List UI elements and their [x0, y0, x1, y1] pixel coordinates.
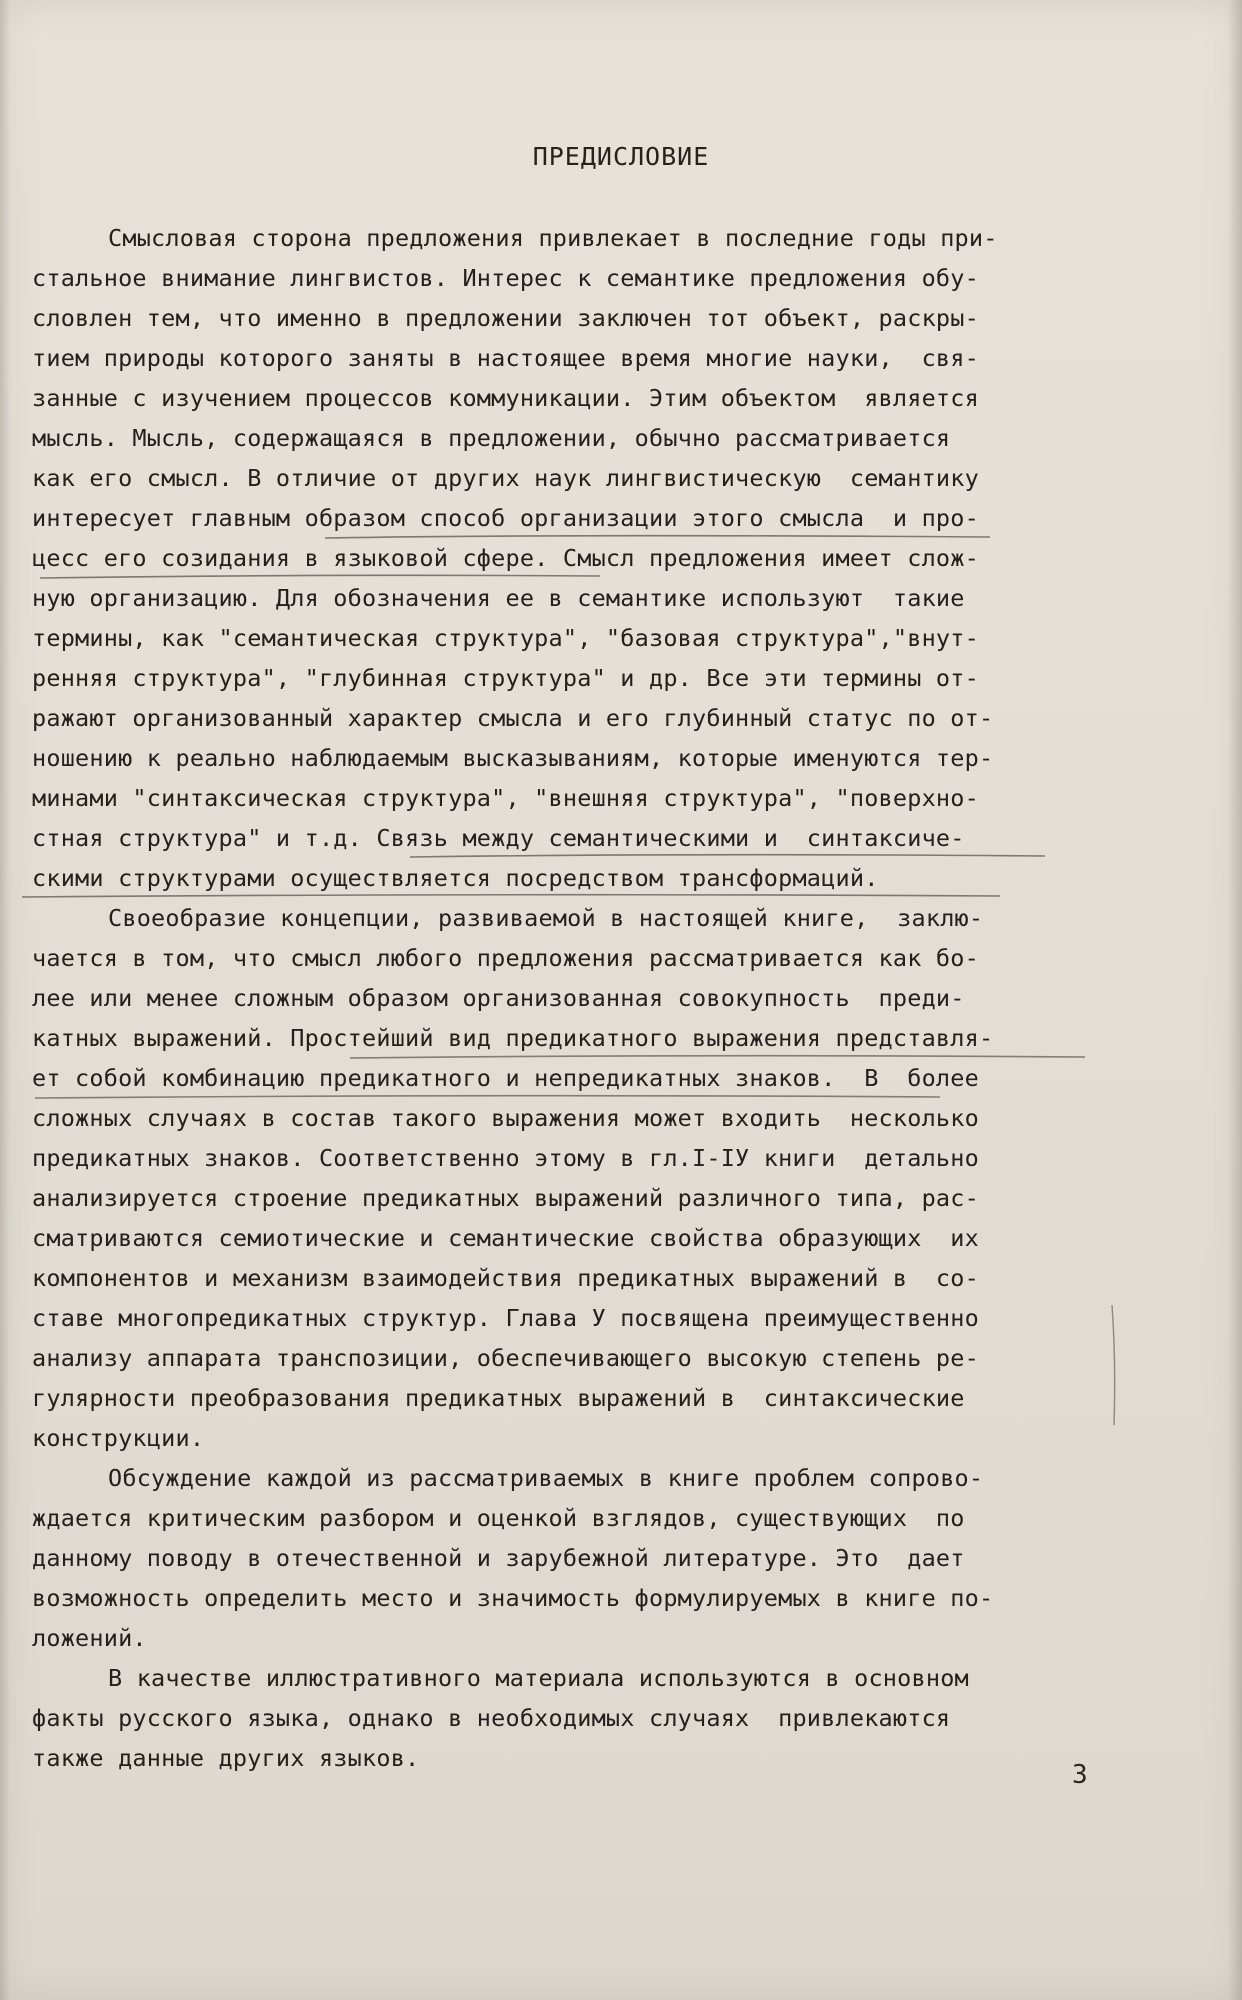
text-line: также данные других языков.	[32, 1744, 420, 1772]
text-line: конструкции.	[32, 1424, 205, 1452]
text-line: В качестве иллюстративного материала используются в основном	[108, 1664, 969, 1692]
text-line: сматриваются семиотические и семантические свойства образующих их	[32, 1224, 979, 1252]
text-line: гулярности преобразования предикатных выражений в синтаксические	[32, 1384, 965, 1412]
body-text	[32, 218, 1112, 1778]
text-line: ет собой комбинацию предикатного и непредикатных знаков. В более	[32, 1064, 979, 1092]
text-line: ждается критическим разбором и оценкой взглядов, существующих по	[32, 1504, 965, 1532]
text-line: ложений.	[32, 1624, 147, 1652]
text-line: Своеобразие концепции, развиваемой в настоящей книге, заклю-	[108, 904, 984, 932]
text-line: занные с изучением процессов коммуникации. Этим объектом является	[32, 384, 979, 412]
text-line: стальное внимание лингвистов. Интерес к семантике предложения обу-	[32, 264, 979, 292]
text-line: ношению к реально наблюдаемым высказываниям, которые именуются тер-	[32, 744, 994, 772]
page-title: ПРЕДИСЛОВИЕ	[532, 142, 710, 171]
text-line: факты русского языка, однако в необходимых случаях привлекаются	[32, 1704, 951, 1732]
text-line: термины, как "семантическая структура", "базовая структура","внут-	[32, 624, 979, 652]
text-line: сложных случаях в состав такого выражения может входить несколько	[32, 1104, 979, 1132]
text-line: данному поводу в отечественной и зарубежной литературе. Это дает	[32, 1544, 965, 1572]
text-line: скими структурами осуществляется посредством трансформаций.	[32, 864, 879, 892]
text-line: интересует главным образом способ организации этого смысла и про-	[32, 504, 979, 532]
text-line: возможность определить место и значимость формулируемых в книге по-	[32, 1584, 994, 1612]
text-line: как его смысл. В отличие от других наук лингвистическую семантику	[32, 464, 979, 492]
text-line: ную организацию. Для обозначения ее в семантике используют такие	[32, 584, 965, 612]
text-line: мысль. Мысль, содержащаяся в предложении, обычно рассматривается	[32, 424, 951, 452]
paragraph	[32, 898, 1112, 1458]
page-left-shadow	[0, 0, 10, 2000]
text-line: компонентов и механизм взаимодействия предикатных выражений в со-	[32, 1264, 979, 1292]
text-line: тием природы которого заняты в настоящее время многие науки, свя-	[32, 344, 979, 372]
text-line: предикатных знаков. Соответственно этому в гл.I-IУ книги детально	[32, 1144, 979, 1172]
text-line: ражают организованный характер смысла и его глубинный статус по от-	[32, 704, 994, 732]
page-number: 3	[1072, 1760, 1088, 1790]
text-line: ставе многопредикатных структур. Глава У посвящена преимущественно	[32, 1304, 979, 1332]
text-line: анализу аппарата транспозиции, обеспечивающего высокую степень ре-	[32, 1344, 979, 1372]
text-line: стная структура" и т.д. Связь между семантическими и синтаксиче-	[32, 824, 965, 852]
text-line: лее или менее сложным образом организованная совокупность преди-	[32, 984, 965, 1012]
margin-line	[1112, 1305, 1115, 1425]
paragraph	[32, 218, 1112, 898]
text-line: катных выражений. Простейший вид предикатного выражения представля-	[32, 1024, 994, 1052]
page-right-shadow	[1228, 0, 1242, 2000]
text-line: чается в том, что смысл любого предложения рассматривается как бо-	[32, 944, 979, 972]
text-line: словлен тем, что именно в предложении заключен тот объект, раскры-	[32, 304, 979, 332]
text-line: минами "синтаксическая структура", "внешняя структура", "поверхно-	[32, 784, 979, 812]
text-line: Обсуждение каждой из рассматриваемых в книге проблем сопрово-	[108, 1464, 984, 1492]
text-line: ренняя структура", "глубинная структура" и др. Все эти термины от-	[32, 664, 979, 692]
paragraph	[32, 1658, 1112, 1778]
paragraph	[32, 1458, 1112, 1658]
text-line: анализируется строение предикатных выражений различного типа, рас-	[32, 1184, 979, 1212]
text-line: Смысловая сторона предложения привлекает в последние годы при-	[108, 224, 998, 252]
text-line: цесс его созидания в языковой сфере. Смысл предложения имеет слож-	[32, 544, 979, 572]
